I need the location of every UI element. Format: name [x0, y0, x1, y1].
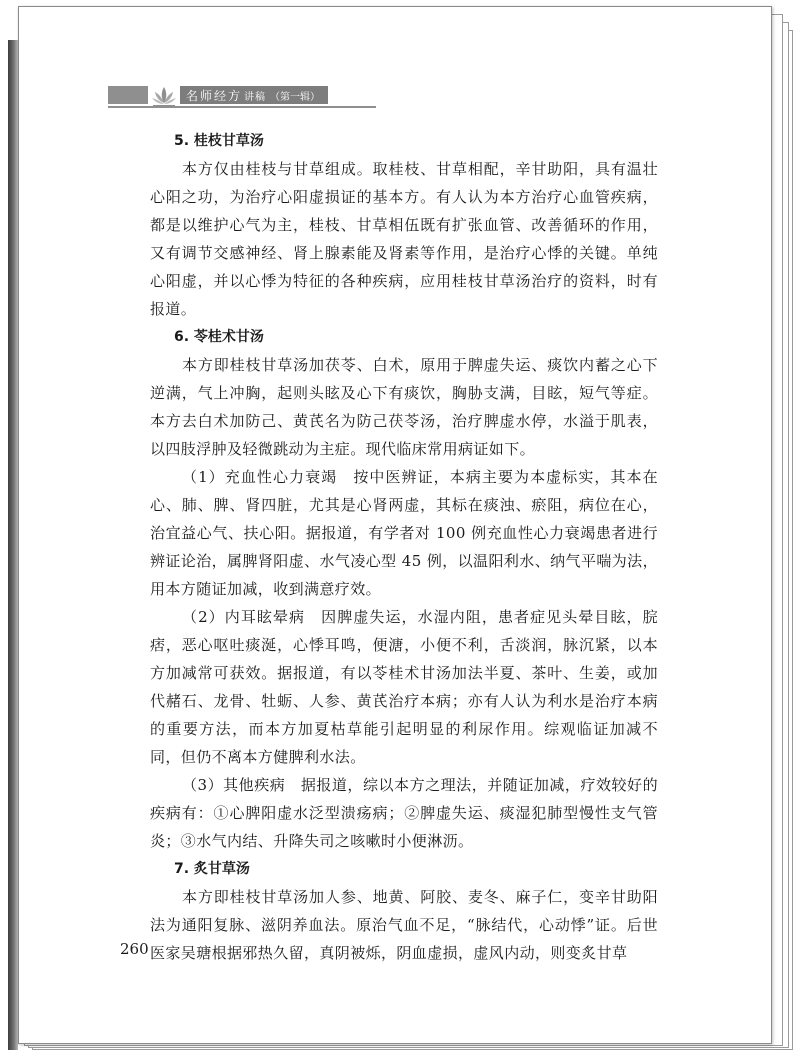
book-spine-shadow	[8, 40, 18, 1050]
paragraph: 本方即桂枝甘草汤加人参、地黄、阿胶、麦冬、麻子仁，变辛甘助阳法为通阳复脉、滋阴养血法。原治气血不足，“脉结代，心动悸”证。后世医家吴瑭根据邪热久留，真阴被烁，阴血虚损，虚风内动，则变炙甘草	[150, 888, 658, 962]
header-title-main: 名师经方	[186, 88, 243, 103]
page-number: 260	[120, 940, 149, 958]
header-title-sub: 讲稿	[244, 91, 267, 103]
header-gray-block	[108, 86, 148, 104]
section-heading: 7. 炙甘草汤	[174, 861, 250, 877]
header-title-series: （第一辑）	[270, 91, 321, 103]
paragraph: 本方即桂枝甘草汤加茯苓、白术，原用于脾虚失运、痰饮内蓄之心下逆满，气上冲胸，起则头眩及心下有痰饮，胸胁支满，目眩，短气等症。本方去白术加防己、黄芪名为防己茯苓汤，治疗脾虚水停，水溢于肌表，以四肢浮肿及轻微跳动为主症。现代临床常用病证如下。	[150, 356, 658, 458]
header-title-band	[180, 86, 328, 104]
paragraph: （1）充血性心力衰竭 按中医辨证，本病主要为本虚标实，其本在心、肺、脾、肾四脏，尤其是心肾两虚，其标在痰浊、瘀阻，病位在心，治宜益心气、扶心阳。据报道，有学者对 100 例充血性心力衰竭患者进行辨证论治，属脾肾阳虚、水气凌心型 45 例，以温阳利水、纳气平喘为法，用本方随证加减，收到满意疗效。	[150, 468, 658, 598]
section-heading: 5. 桂枝甘草汤	[174, 133, 264, 149]
page-body	[150, 127, 658, 967]
paragraph: 本方仅由桂枝与甘草组成。取桂枝、甘草相配，辛甘助阳，具有温壮心阳之功，为治疗心阳虚损证的基本方。有人认为本方治疗心血管疾病，都是以维护心气为主，桂枝、甘草相伍既有扩张血管、改善循环的作用，又有调节交感神经、肾上腺素能及肾素等作用，是治疗心悸的关键。单纯心阳虚，并以心悸为特征的各种疾病，应用桂枝甘草汤治疗的资料，时有报道。	[150, 160, 658, 318]
header-rule	[108, 106, 376, 108]
paragraph: （3）其他疾病 据报道，综以本方之理法，并随证加减，疗效较好的疾病有：①心脾阳虚水泛型溃疡病；②脾虚失运、痰湿犯肺型慢性支气管炎；③水气内结、升降失司之咳嗽时小便淋沥。	[150, 776, 658, 850]
lotus-icon	[150, 83, 178, 107]
section-heading: 6. 苓桂术甘汤	[174, 329, 264, 345]
paragraph: （2）内耳眩晕病 因脾虚失运，水湿内阻，患者症见头晕目眩，脘痞，恶心呕吐痰涎，心悸耳鸣，便溏，小便不利，舌淡润，脉沉紧，以本方加减常可获效。据报道，有以苓桂术甘汤加法半夏、茶叶、生姜，或加代赭石、龙骨、牡蛎、人参、黄芪治疗本病；亦有人认为利水是治疗本病的重要方法，而本方加夏枯草能引起明显的利尿作用。综观临证加减不同，但仍不离本方健脾利水法。	[150, 608, 658, 766]
running-header	[108, 84, 376, 106]
